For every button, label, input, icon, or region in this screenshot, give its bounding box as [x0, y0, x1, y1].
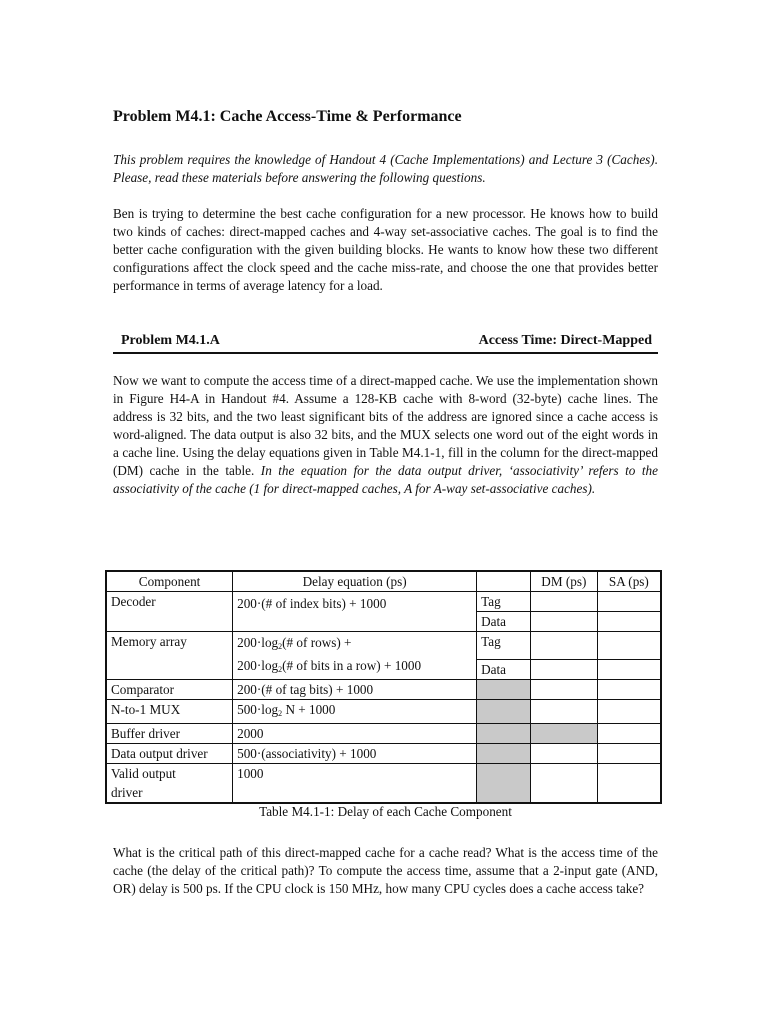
equation-cell: 200·(# of index bits) + 1000: [233, 592, 477, 632]
sa-value-cell[interactable]: [597, 592, 661, 612]
table-row: [106, 764, 661, 804]
header-subtype: [477, 571, 531, 592]
dm-value-cell[interactable]: [530, 612, 597, 632]
dm-value-cell[interactable]: [530, 680, 597, 700]
table-row: [106, 680, 661, 700]
dm-value-cell[interactable]: [530, 660, 597, 680]
sa-value-cell[interactable]: [597, 700, 661, 724]
subproblem-text: Now we want to compute the access time of a direct-mapped cache. We use the implementation shown in Figure H4-A in Handout #4. Assume a 128-KB cache with 8-word (32-byte) cache lines. The address is 32 bits, and the two least significant bits of the address are ignored since a cache access is word-aligned. The data output is also 32 bits, and the MUX selects one word out of the eight words in a cache line. Using the delay equations given in Table M4.1-1, fill in the column for the direct-mapped (DM) cache in the table.: [113, 373, 658, 478]
equation-cell: $500\cdot\log_2$ N + 1000: [233, 700, 477, 724]
dm-value-cell[interactable]: [530, 632, 597, 660]
delay-table: [105, 570, 662, 804]
shaded-cell: [477, 700, 531, 724]
sa-value-cell[interactable]: [597, 660, 661, 680]
component-cell: Decoder: [106, 592, 233, 632]
equation-cell: [233, 632, 477, 680]
equation-line: $200\cdot\log_2(\#$ of rows) +: [237, 635, 352, 651]
component-cell: Comparator: [106, 680, 233, 700]
table-caption: Table M4.1-1: Delay of each Cache Component: [259, 804, 512, 819]
shaded-cell: [477, 680, 531, 700]
subtype-cell: Data: [477, 660, 531, 680]
equation-cell: 200·(# of tag bits) + 1000: [233, 680, 477, 700]
dm-value-cell[interactable]: [530, 764, 597, 804]
table-row: [106, 724, 661, 744]
dm-value-cell[interactable]: [530, 700, 597, 724]
problem-title: Problem M4.1: Cache Access-Time & Performance: [113, 108, 462, 125]
header-equation: Delay equation (ps): [233, 571, 477, 592]
header-component: Component: [106, 571, 233, 592]
equation-cell: 500·(associativity) + 1000: [233, 744, 477, 764]
shaded-cell: [477, 724, 531, 744]
table-row: [106, 632, 661, 660]
table-row: [106, 700, 661, 724]
dm-value-cell[interactable]: [530, 744, 597, 764]
component-cell: Valid output driver: [106, 764, 233, 804]
shaded-cell: [477, 744, 531, 764]
intro-paragraph: This problem requires the knowledge of Handout 4 (Cache Implementations) and Lecture 3 (Caches). Please, read these materials before answering the following questions.: [113, 152, 658, 185]
sa-value-cell[interactable]: [597, 632, 661, 660]
shaded-dm-cell: [530, 724, 597, 744]
table-row: [106, 592, 661, 612]
component-cell: N-to-1 MUX: [106, 700, 233, 724]
component-cell: Buffer driver: [106, 724, 233, 744]
problem-description: Ben is trying to determine the best cache configuration for a new processor. He knows how to build two kinds of caches: direct-mapped caches and 4-way set-associative caches. The goal is to find the better cache configuration with the given building blocks. He wants to know how these two different configurations affect the clock speed and the cache miss-rate, and choose the one that provides better performance in terms of average latency for a load.: [113, 206, 658, 293]
subtype-cell: Tag: [477, 632, 531, 660]
table-row: [106, 744, 661, 764]
subproblem-description: [113, 372, 658, 498]
table-header-row: [106, 571, 661, 592]
header-dm: DM (ps): [530, 571, 597, 592]
sa-value-cell[interactable]: [597, 680, 661, 700]
sa-value-cell[interactable]: [597, 764, 661, 804]
equation-cell: 2000: [233, 724, 477, 744]
subproblem-header: [113, 330, 658, 354]
component-cell: Data output driver: [106, 744, 233, 764]
sa-value-cell[interactable]: [597, 724, 661, 744]
shaded-cell: [477, 764, 531, 804]
equation-cell: 1000: [233, 764, 477, 804]
equation-line: $200\cdot\log_2(\#$ of bits in a row) + 1000: [237, 658, 422, 674]
subtype-cell: Data: [477, 612, 531, 632]
header-sa: SA (ps): [597, 571, 661, 592]
component-cell: Memory array: [106, 632, 233, 680]
subproblem-label: Problem M4.1.A: [121, 333, 220, 348]
subproblem-note: In the equation for the data output driver, ‘associativity’ refers to the associativity of the cache (1 for direct-mapped caches, A for A-way set-associative caches).: [113, 463, 659, 496]
dm-value-cell[interactable]: [530, 592, 597, 612]
subtype-cell: Tag: [477, 592, 531, 612]
sa-value-cell[interactable]: [597, 744, 661, 764]
sa-value-cell[interactable]: [597, 612, 661, 632]
subproblem-topic: Access Time: Direct-Mapped: [478, 333, 652, 348]
question-paragraph: What is the critical path of this direct-mapped cache for a cache read? What is the access time of the cache (the delay of the critical path)? To compute the access time, assume that a 2-input gate (AND, OR) delay is 500 ps. If the CPU clock is 150 MHz, how many CPU cycles does a cache access take?: [113, 845, 658, 896]
